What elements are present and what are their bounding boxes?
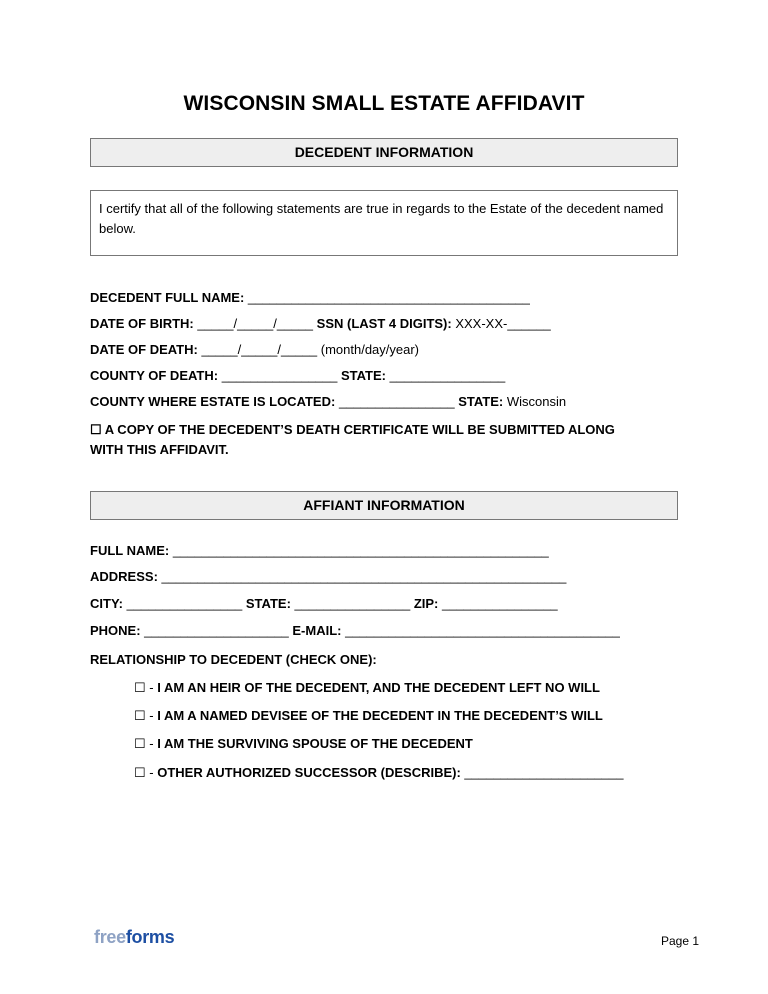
affiant-state-label: STATE: <box>245 596 291 611</box>
estate-state-label: STATE: <box>458 394 504 409</box>
logo-free: free <box>94 927 126 947</box>
death-state-label: STATE: <box>340 368 386 383</box>
decedent-full-name-row <box>90 290 530 305</box>
county-of-death-label: COUNTY OF DEATH: <box>90 368 219 383</box>
affiant-city-label: CITY: <box>90 596 123 611</box>
date-of-death-row <box>90 342 419 357</box>
relationship-option-text: I AM A NAMED DEVISEE OF THE DECEDENT IN THE DECEDENT’S WILL <box>157 708 603 723</box>
relationship-option <box>134 765 623 781</box>
document-title: WISCONSIN SMALL ESTATE AFFIDAVIT <box>183 92 585 115</box>
death-state-field[interactable]: ________________ <box>386 368 506 383</box>
section-header-affiant: AFFIANT INFORMATION <box>90 491 678 520</box>
relationship-option <box>134 736 473 752</box>
other-successor-field[interactable]: ______________________ <box>460 765 624 780</box>
county-of-death-row <box>90 368 505 383</box>
estate-state-value: Wisconsin <box>503 394 567 409</box>
affiant-address-field[interactable]: ________________________________________________________ <box>157 569 567 584</box>
section-header-decedent: DECEDENT INFORMATION <box>90 138 678 167</box>
death-certificate-row <box>90 420 615 460</box>
relationship-option-text: OTHER AUTHORIZED SUCCESSOR (DESCRIBE): <box>157 765 461 780</box>
relationship-checkbox[interactable]: ☐ <box>134 680 146 695</box>
relationship-checkbox[interactable]: ☐ <box>134 708 146 723</box>
freeforms-logo <box>94 927 174 948</box>
ssn-field[interactable]: XXX-XX-______ <box>451 316 551 331</box>
certification-box <box>90 190 678 256</box>
affiant-email-label: E-MAIL: <box>292 623 342 638</box>
affiant-city-row <box>90 596 558 611</box>
option-dash: - <box>145 765 158 780</box>
death-certificate-text-line2: WITH THIS AFFIDAVIT. <box>90 442 229 457</box>
logo-forms: forms <box>125 927 175 947</box>
option-dash: - <box>145 680 158 695</box>
death-certificate-checkbox[interactable]: ☐ <box>90 422 102 437</box>
death-certificate-text-line1: A COPY OF THE DECEDENT’S DEATH CERTIFICATE WILL BE SUBMITTED ALONG <box>101 422 615 437</box>
relationship-label: RELATIONSHIP TO DECEDENT (CHECK ONE): <box>90 652 377 667</box>
decedent-full-name-label: DECEDENT FULL NAME: <box>90 290 245 305</box>
ssn-label: SSN (LAST 4 DIGITS): <box>316 316 452 331</box>
certification-text: I certify that all of the following statements are true in regards to the Estate of the decedent named below. <box>99 201 664 236</box>
affiant-full-name-row <box>90 543 549 558</box>
date-of-birth-field[interactable]: _____/_____/_____ <box>193 316 317 331</box>
date-of-birth-row <box>90 316 551 331</box>
decedent-full-name-field[interactable]: _______________________________________ <box>244 290 530 305</box>
date-of-birth-label: DATE OF BIRTH: <box>90 316 194 331</box>
estate-county-label: COUNTY WHERE ESTATE IS LOCATED: <box>90 394 336 409</box>
affiant-full-name-label: FULL NAME: <box>90 543 170 558</box>
date-of-death-label: DATE OF DEATH: <box>90 342 198 357</box>
affiant-phone-label: PHONE: <box>90 623 141 638</box>
affiant-zip-field[interactable]: ________________ <box>438 596 558 611</box>
relationship-checkbox[interactable]: ☐ <box>134 736 146 751</box>
relationship-option <box>134 680 600 696</box>
affiant-full-name-field[interactable]: ____________________________________________________ <box>169 543 549 558</box>
estate-county-field[interactable]: ________________ <box>335 394 459 409</box>
relationship-checkbox[interactable]: ☐ <box>134 765 146 780</box>
affiant-address-row <box>90 569 566 584</box>
affiant-zip-label: ZIP: <box>413 596 439 611</box>
page-number: Page 1 <box>661 934 700 948</box>
affiant-phone-field[interactable]: ____________________ <box>140 623 293 638</box>
estate-county-row <box>90 394 566 409</box>
relationship-option <box>134 708 603 724</box>
county-of-death-field[interactable]: ________________ <box>218 368 341 383</box>
affiant-city-field[interactable]: ________________ <box>122 596 246 611</box>
relationship-option-text: I AM THE SURVIVING SPOUSE OF THE DECEDENT <box>157 736 473 751</box>
option-dash: - <box>145 736 158 751</box>
affiant-phone-row <box>90 623 620 638</box>
relationship-option-text: I AM AN HEIR OF THE DECEDENT, AND THE DECEDENT LEFT NO WILL <box>157 680 600 695</box>
date-of-death-field[interactable]: _____/_____/_____ (month/day/year) <box>197 342 420 357</box>
affiant-email-field[interactable]: ______________________________________ <box>341 623 620 638</box>
affiant-address-label: ADDRESS: <box>90 569 158 584</box>
option-dash: - <box>145 708 158 723</box>
affiant-state-field[interactable]: ________________ <box>290 596 414 611</box>
